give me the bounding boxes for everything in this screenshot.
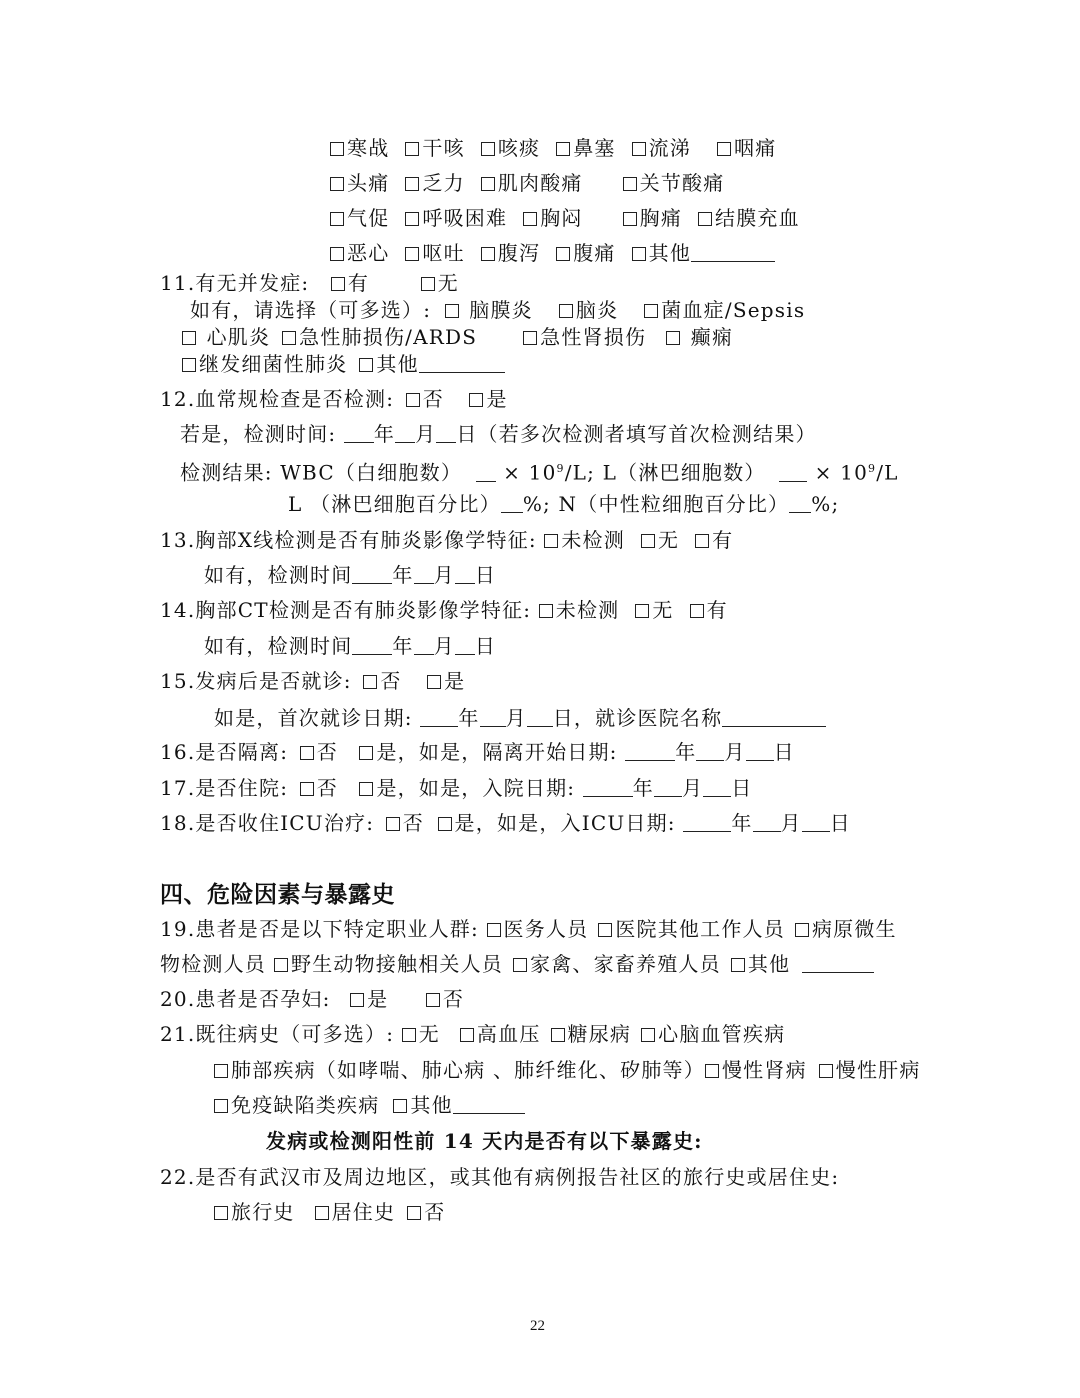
month-label: 月: [780, 811, 802, 835]
q18-yes-label: 是，如是，入ICU日期:: [454, 811, 676, 835]
pct-l-blank[interactable]: [501, 494, 523, 513]
q17-yes-checkbox[interactable]: [359, 776, 575, 800]
q11-options-3: [182, 351, 505, 377]
complication-checkbox[interactable]: [182, 324, 270, 350]
day-label: 日，就诊医院名称: [552, 706, 723, 730]
q11-prompt: 如有，请选择（可多选）:: [190, 298, 432, 322]
symptom-checkbox[interactable]: [405, 205, 507, 231]
complication-other-checkbox[interactable]: [359, 352, 418, 376]
exposure-heading: 发病或检测阳性前 14 天内是否有以下暴露史:: [266, 1129, 703, 1153]
complication-checkbox[interactable]: [445, 297, 533, 323]
pct-n-label: %; N（中性粒细胞百分比）: [522, 492, 790, 516]
q14-option-checkbox[interactable]: [635, 597, 673, 623]
history-label: 其他: [410, 1093, 453, 1117]
year-blank[interactable]: [625, 742, 675, 761]
occupation-label: 家禽、家畜养殖人员: [530, 952, 721, 976]
q11-no-label: 无: [437, 271, 459, 295]
month-label: 月: [682, 776, 704, 800]
year-blank[interactable]: [420, 708, 458, 727]
day-blank[interactable]: [703, 778, 731, 797]
hospital-name-blank[interactable]: [722, 708, 826, 727]
symptom-label: 胸痛: [639, 206, 683, 230]
unit-label: × 10: [503, 460, 557, 485]
q12-results: [180, 456, 899, 486]
month-blank[interactable]: [696, 742, 724, 761]
q22-no-checkbox[interactable]: [407, 1200, 445, 1224]
q12-label: 12.血常规检查是否检测:: [160, 387, 395, 411]
q11-question: [160, 270, 459, 296]
history-checkbox[interactable]: [460, 1021, 541, 1047]
month-label: 月: [415, 422, 437, 446]
unit-tail: /L; L（淋巴细胞数）: [564, 460, 766, 485]
q12-percentages: [288, 491, 839, 517]
symptom-label: 呼吸困难: [422, 206, 508, 230]
q13-question: [160, 527, 733, 553]
year-label: 年: [731, 811, 753, 835]
symptom-checkbox[interactable]: [623, 170, 725, 196]
history-checkbox[interactable]: [551, 1021, 632, 1047]
day-blank[interactable]: [455, 636, 475, 655]
q15-yes-checkbox[interactable]: [427, 669, 465, 693]
q20-yes-checkbox[interactable]: [350, 987, 388, 1011]
unit-label: × 10: [814, 460, 869, 485]
complication-label: 菌血症/Sepsis: [661, 298, 806, 322]
q13-option-label: 未检测: [561, 528, 625, 552]
unit-exponent: 9: [556, 462, 565, 475]
year-blank[interactable]: [352, 565, 392, 584]
complication-label: 心肌炎: [206, 325, 271, 349]
q12-time-prefix: 若是，检测时间:: [180, 422, 337, 446]
q13-label: 13.胸部X线检测是否有肺炎影像学特征:: [160, 528, 537, 552]
residence-checkbox[interactable]: [315, 1199, 396, 1225]
other-blank[interactable]: [802, 954, 874, 973]
q17-label: 17.是否住院:: [160, 776, 289, 800]
year-blank[interactable]: [352, 636, 392, 655]
day-blank[interactable]: [455, 565, 475, 584]
q16-label: 16.是否隔离:: [160, 740, 289, 764]
complication-label: 急性肾损伤: [540, 325, 647, 349]
day-blank[interactable]: [746, 742, 774, 761]
month-label: 月: [433, 563, 455, 587]
section-heading: 四、危险因素与暴露史: [160, 882, 395, 908]
q21-question: [160, 1021, 785, 1047]
complication-checkbox[interactable]: [182, 351, 347, 377]
year-label: 年: [373, 422, 396, 446]
history-label: 高血压: [476, 1022, 541, 1046]
wbc-blank[interactable]: [476, 463, 496, 482]
q21-label: 21.既往病史（可多选）:: [160, 1022, 395, 1046]
history-label: 免疫缺陷类疾病: [231, 1093, 380, 1117]
symptom-checkbox[interactable]: [405, 170, 464, 196]
q22-question: 22.是否有武汉市及周边地区，或其他有病例报告社区的旅行史或居住史:: [160, 1165, 840, 1189]
occupation-label: 其他: [747, 952, 791, 976]
q11-options-2: [182, 324, 749, 350]
q13-option-checkbox[interactable]: [641, 527, 679, 553]
q15-label: 15.发病后是否就诊:: [160, 669, 352, 693]
complication-label: 癫痫: [690, 325, 734, 349]
year-label: 年: [675, 740, 697, 764]
q17-no-label: 否: [316, 776, 338, 800]
symptom-label: 头痛: [347, 171, 390, 195]
history-checkbox[interactable]: [402, 1021, 440, 1047]
other-blank[interactable]: [691, 243, 775, 262]
history-checkbox[interactable]: [214, 1092, 379, 1118]
unit-tail: /L: [876, 460, 899, 485]
symptom-label: 腹痛: [573, 241, 616, 265]
complication-checkbox[interactable]: [666, 324, 733, 350]
complication-label: 继发细菌性肺炎: [199, 352, 348, 376]
q11-no-checkbox[interactable]: [421, 271, 459, 295]
symptom-checkbox[interactable]: [632, 135, 691, 161]
symptom-checkbox[interactable]: [481, 135, 540, 161]
q18-yes-checkbox[interactable]: [438, 811, 676, 835]
q13-time: [204, 562, 496, 588]
year-label: 年: [458, 706, 480, 730]
year-blank[interactable]: [583, 778, 633, 797]
q15-date-prefix: 如是，首次就诊日期:: [214, 706, 413, 730]
symptom-checkbox[interactable]: [330, 205, 389, 231]
travel-checkbox[interactable]: [214, 1199, 295, 1225]
history-checkbox[interactable]: [819, 1058, 921, 1082]
symptom-row-4: [330, 240, 775, 266]
symptom-checkbox[interactable]: [481, 240, 540, 266]
q20-question: [160, 986, 464, 1012]
occupation-checkbox[interactable]: [487, 916, 589, 942]
q14-option-label: 无: [652, 598, 674, 622]
symptom-checkbox[interactable]: [556, 135, 615, 161]
q13-time-prefix: 如有，检测时间: [204, 563, 353, 587]
pct-l-label: L （淋巴细胞百分比）: [288, 492, 501, 516]
residence-label: 居住史: [331, 1200, 396, 1224]
q12-time-note: （若多次检测者填写首次检测结果）: [477, 422, 817, 446]
q12-no-checkbox[interactable]: [406, 387, 444, 411]
q22-options: [214, 1199, 445, 1225]
q19-label: 19.患者是否是以下特定职业人群:: [160, 917, 479, 941]
q12-yes-checkbox[interactable]: [469, 387, 507, 411]
q15-yes-label: 是: [444, 669, 466, 693]
symptom-label: 咽痛: [734, 136, 777, 160]
q20-no-label: 否: [442, 987, 465, 1011]
q12-question: [160, 386, 508, 412]
q14-option-label: 有: [706, 598, 728, 622]
page-number: 22: [530, 1318, 545, 1334]
q14-time-prefix: 如有，检测时间: [204, 634, 353, 658]
q19-continued: [160, 951, 874, 977]
month-blank[interactable]: [414, 636, 434, 655]
q16-question: [160, 739, 795, 765]
symptom-label: 流涕: [648, 136, 692, 160]
other-blank[interactable]: [419, 354, 505, 373]
day-blank[interactable]: [802, 813, 830, 832]
q19-question: [160, 916, 897, 942]
q14-option-label: 未检测: [555, 598, 620, 622]
q17-question: [160, 775, 752, 801]
occupation-other-checkbox[interactable]: [731, 952, 790, 976]
q12-time: [180, 421, 817, 447]
q12-no-label: 否: [422, 387, 444, 411]
symptom-row-3: [330, 205, 816, 231]
complication-checkbox[interactable]: [282, 324, 477, 350]
day-label: 日: [773, 740, 795, 764]
q13-option-label: 无: [657, 528, 680, 552]
symptom-checkbox[interactable]: [698, 205, 800, 231]
month-blank[interactable]: [753, 813, 781, 832]
q16-yes-label: 是，如是，隔离开始日期:: [376, 740, 618, 764]
unit-exponent: 9: [868, 462, 877, 475]
q21-options-2: [214, 1057, 921, 1083]
pct-n-blank[interactable]: [789, 494, 811, 513]
q13-option-checkbox[interactable]: [695, 528, 733, 552]
complication-label: 急性肺损伤/ARDS: [299, 325, 478, 349]
lymph-count-blank[interactable]: [779, 463, 807, 482]
q20-yes-label: 是: [367, 987, 389, 1011]
q16-yes-checkbox[interactable]: [359, 740, 617, 764]
q13-option-label: 有: [712, 528, 734, 552]
complication-label: 其他: [376, 352, 419, 376]
symptom-checkbox[interactable]: [481, 170, 583, 196]
symptom-label: 结膜充血: [715, 206, 800, 230]
symptom-label: 咳痰: [497, 136, 541, 160]
q11-options-1: [190, 297, 821, 323]
q16-no-checkbox[interactable]: [300, 740, 338, 764]
q14-option-checkbox[interactable]: [539, 597, 620, 623]
history-label: 心脑血管疾病: [658, 1022, 786, 1046]
complication-label: 脑膜炎: [469, 298, 533, 322]
history-label: 慢性肝病: [835, 1058, 921, 1082]
month-label: 月: [433, 634, 455, 658]
symptom-label: 乏力: [422, 171, 465, 195]
history-checkbox[interactable]: [641, 1022, 785, 1046]
symptom-label: 呕吐: [422, 241, 465, 265]
history-checkbox[interactable]: [705, 1057, 807, 1083]
month-blank[interactable]: [414, 565, 434, 584]
q18-question: [160, 810, 851, 836]
symptom-checkbox[interactable]: [405, 135, 464, 161]
other-blank[interactable]: [453, 1095, 525, 1114]
q14-question: [160, 597, 728, 623]
day-label: 日: [829, 811, 851, 835]
occupation-checkbox[interactable]: [598, 916, 785, 942]
q18-no-checkbox[interactable]: [386, 811, 424, 835]
history-label: 慢性肾病: [721, 1058, 807, 1082]
symptom-label: 恶心: [347, 241, 390, 265]
q15-no-checkbox[interactable]: [363, 669, 401, 693]
q19-continued-label: 物检测人员: [160, 952, 266, 976]
q15-date: [214, 705, 826, 731]
symptom-row-1: [330, 135, 792, 161]
history-checkbox[interactable]: [214, 1058, 705, 1082]
symptom-checkbox[interactable]: [523, 205, 582, 231]
q17-no-checkbox[interactable]: [300, 776, 338, 800]
month-label: 月: [505, 706, 527, 730]
q18-label: 18.是否收住ICU治疗:: [160, 811, 375, 835]
day-blank[interactable]: [527, 708, 553, 727]
day-blank[interactable]: [436, 424, 456, 443]
symptom-checkbox[interactable]: [330, 170, 389, 196]
symptom-label: 其他: [648, 241, 692, 265]
month-blank[interactable]: [395, 424, 415, 443]
month-blank[interactable]: [654, 778, 682, 797]
symptom-checkbox[interactable]: [330, 135, 389, 161]
q13-option-checkbox[interactable]: [544, 527, 625, 553]
symptom-label: 气促: [347, 206, 390, 230]
symptom-label: 腹泻: [497, 241, 541, 265]
q14-time: [204, 633, 496, 659]
symptom-label: 干咳: [422, 136, 465, 160]
q15-question: [160, 668, 465, 694]
symptom-row-2: [330, 170, 740, 196]
q12-result-prefix: 检测结果: WBC（白细胞数）: [180, 460, 463, 485]
symptom-other-checkbox[interactable]: [632, 241, 691, 265]
q20-no-checkbox[interactable]: [426, 987, 464, 1011]
symptom-checkbox[interactable]: [405, 240, 464, 266]
q16-no-label: 否: [316, 740, 338, 764]
pct-end-label: %;: [811, 492, 840, 516]
complication-checkbox[interactable]: [644, 297, 805, 323]
complication-label: 脑炎: [575, 298, 619, 322]
occupation-label: 医务人员: [503, 917, 589, 941]
q11-yes-label: 有: [347, 271, 370, 295]
day-label: 日: [474, 563, 497, 587]
symptom-label: 鼻塞: [573, 136, 616, 160]
occupation-label: 医院其他工作人员: [615, 917, 785, 941]
q12-yes-label: 是: [486, 387, 508, 411]
complication-checkbox[interactable]: [559, 297, 618, 323]
history-label: 糖尿病: [567, 1022, 632, 1046]
q20-label: 20.患者是否孕妇:: [160, 987, 331, 1011]
symptom-label: 寒战: [347, 136, 390, 160]
year-label: 年: [392, 634, 414, 658]
year-blank[interactable]: [683, 813, 731, 832]
occupation-checkbox[interactable]: [513, 951, 721, 977]
q17-yes-label: 是，如是，入院日期:: [376, 776, 576, 800]
symptom-checkbox[interactable]: [717, 135, 776, 161]
travel-label: 旅行史: [231, 1200, 295, 1224]
complication-checkbox[interactable]: [523, 324, 646, 350]
history-other-checkbox[interactable]: [393, 1093, 452, 1117]
month-blank[interactable]: [480, 708, 506, 727]
q11-label: 11.有无并发症:: [160, 271, 310, 295]
q14-label: 14.胸部CT检测是否有肺炎影像学特征:: [160, 598, 532, 622]
q14-option-checkbox[interactable]: [690, 598, 728, 622]
day-label: 日: [474, 634, 497, 658]
q21-options-3: [214, 1092, 525, 1118]
year-blank[interactable]: [344, 424, 374, 443]
year-label: 年: [632, 776, 654, 800]
q15-no-label: 否: [380, 669, 402, 693]
symptom-checkbox[interactable]: [556, 240, 615, 266]
symptom-label: 关节酸痛: [639, 171, 725, 195]
occupation-label: 野生动物接触相关人员: [291, 952, 503, 976]
year-label: 年: [392, 563, 414, 587]
day-label: 日: [456, 422, 478, 446]
symptom-checkbox[interactable]: [623, 205, 682, 231]
q22-no-label: 否: [424, 1200, 446, 1224]
symptom-label: 肌肉酸痛: [497, 171, 583, 195]
q18-no-label: 否: [402, 811, 424, 835]
symptom-checkbox[interactable]: [330, 240, 389, 266]
history-label: 肺部疾病（如哮喘、肺心病 、肺纤维化、矽肺等）: [231, 1058, 705, 1082]
occupation-checkbox[interactable]: [795, 917, 897, 941]
day-label: 日: [731, 776, 753, 800]
q11-yes-checkbox[interactable]: [331, 271, 369, 295]
month-label: 月: [724, 740, 746, 764]
occupation-label: 病原微生: [811, 917, 897, 941]
history-label: 无: [418, 1022, 440, 1046]
occupation-checkbox[interactable]: [274, 951, 503, 977]
symptom-label: 胸闷: [540, 206, 583, 230]
